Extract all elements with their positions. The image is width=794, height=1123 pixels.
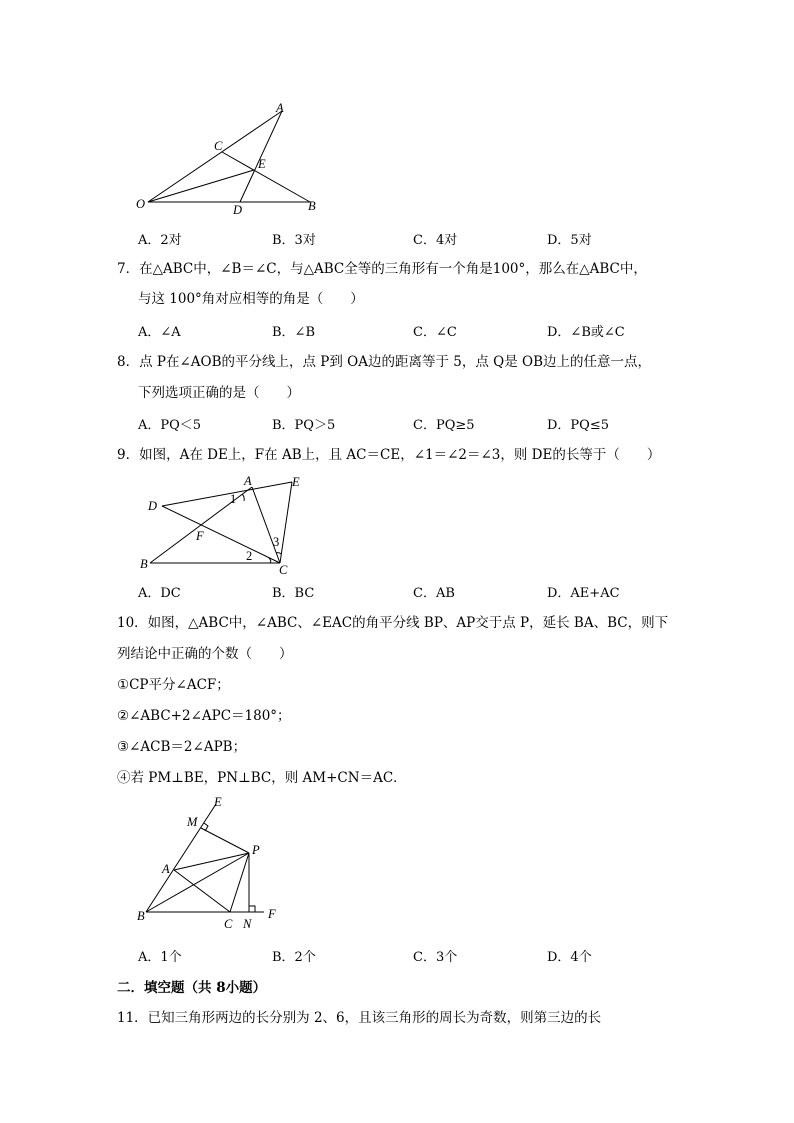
- q9-option-c[interactable]: C．AB: [413, 586, 455, 601]
- q6-label-D: D: [233, 203, 243, 217]
- q10-line-PM: [201, 828, 249, 853]
- q8-text-line2: 下列选项正确的是（ ）: [138, 385, 300, 401]
- q11-text-line1: 11．已知三角形两边的长分别为 2、6，且该三角形的周长为奇数，则第三边的长: [117, 1010, 602, 1026]
- q10-label-C: C: [224, 917, 233, 931]
- q6-line-OE: [148, 170, 254, 202]
- q8-options: [138, 414, 678, 434]
- q10-label-E: E: [214, 795, 222, 809]
- q10-label-B: B: [137, 909, 145, 923]
- q9-label-A: A: [244, 474, 252, 488]
- q9-label-D: D: [148, 499, 158, 513]
- q7-text-line2: 与这 100°角对应相等的角是（ ）: [138, 291, 364, 307]
- q8-option-a[interactable]: A．PQ＜5: [138, 418, 202, 433]
- q7-option-d[interactable]: D．∠B或∠C: [547, 325, 625, 340]
- q9-option-d[interactable]: D．AE+AC: [547, 586, 620, 601]
- q6-option-b[interactable]: B．3对: [272, 233, 316, 248]
- q10-item-3: ③∠ACB＝2∠APB；: [117, 739, 247, 755]
- q6-option-a[interactable]: A．2对: [138, 233, 182, 248]
- q8-option-c[interactable]: C．PQ≥5: [413, 418, 475, 433]
- q9-option-a[interactable]: A．DC: [138, 586, 181, 601]
- q6-label-O: O: [136, 197, 146, 211]
- q9-label-B: B: [140, 557, 148, 571]
- q10-right-angle-N: [249, 906, 255, 912]
- q10-label-N: N: [243, 917, 252, 931]
- q6-options: [138, 229, 678, 249]
- q10-figure: [132, 794, 292, 934]
- q8-option-d[interactable]: D．PQ≤5: [547, 418, 609, 433]
- q8-text-line1: 8．点 P在∠AOB的平分线上，点 P到 OA边的距离等于 5，点 Q是 OB边上的任意一点，: [117, 354, 652, 370]
- q10-item-2: ②∠ABC+2∠APC＝180°；: [117, 708, 291, 724]
- q10-option-c[interactable]: C．3个: [413, 950, 458, 965]
- q9-label-3: 3: [273, 535, 280, 549]
- q6-line-CB: [222, 152, 310, 202]
- q6-label-B: B: [308, 199, 316, 213]
- q10-option-b[interactable]: B．2个: [272, 950, 316, 965]
- q9-options: [138, 582, 678, 602]
- q10-option-a[interactable]: A．1个: [138, 950, 182, 965]
- q9-angle-1-arc: [242, 494, 244, 501]
- q6-label-E: E: [258, 157, 266, 171]
- q9-label-F: F: [196, 529, 204, 543]
- q10-label-M: M: [187, 815, 198, 829]
- q10-line-BE: [146, 804, 216, 912]
- q9-line-EC: [280, 482, 292, 563]
- q7-option-a[interactable]: A．∠A: [138, 325, 181, 340]
- q6-figure: [130, 98, 330, 220]
- q7-text-line1: 7．在△ABC中，∠B＝∠C，与△ABC全等的三角形有一个角是100°，那么在△ABC中，: [117, 261, 647, 277]
- q7-option-b[interactable]: B．∠B: [272, 325, 315, 340]
- q9-label-1: 1: [230, 492, 237, 506]
- q10-item-4: ④若 PM⊥BE，PN⊥BC，则 AM+CN＝AC．: [117, 770, 407, 786]
- q10-option-d[interactable]: D．4个: [547, 950, 592, 965]
- q9-text-line1: 9．如图，A在 DE上，F在 AB上，且 AC＝CE，∠1＝∠2＝∠3，则 DE的长等于（ ）: [117, 447, 661, 463]
- q10-label-F: F: [268, 907, 276, 921]
- q10-options: [138, 946, 678, 966]
- q7-options: [138, 321, 678, 341]
- q6-option-d[interactable]: D．5对: [547, 233, 592, 248]
- q6-label-A: A: [276, 101, 284, 115]
- q10-text-line2: 列结论中正确的个数（ ）: [117, 646, 293, 662]
- q9-line-DE: [162, 482, 292, 506]
- q10-line-AP: [174, 853, 249, 870]
- q9-label-2: 2: [246, 549, 253, 563]
- q7-option-c[interactable]: C．∠C: [413, 325, 457, 340]
- q9-option-b[interactable]: B．BC: [272, 586, 315, 601]
- q9-label-C: C: [279, 563, 288, 577]
- q9-label-E: E: [292, 475, 300, 489]
- q10-label-A: A: [162, 862, 170, 876]
- q6-label-C: C: [214, 139, 223, 153]
- q10-item-1: ①CP平分∠ACF；: [117, 677, 230, 693]
- section-2-title: 二．填空题（共 8小题）: [117, 980, 267, 996]
- q6-option-c[interactable]: C．4对: [413, 233, 458, 248]
- q8-option-b[interactable]: B．PQ＞5: [272, 418, 336, 433]
- q10-text-line1: 10．如图，△ABC中，∠ABC、∠EAC的角平分线 BP、AP交于点 P，延长 BA、BC，则下: [117, 615, 669, 631]
- q9-figure: [138, 472, 318, 577]
- q10-label-P: P: [252, 843, 260, 857]
